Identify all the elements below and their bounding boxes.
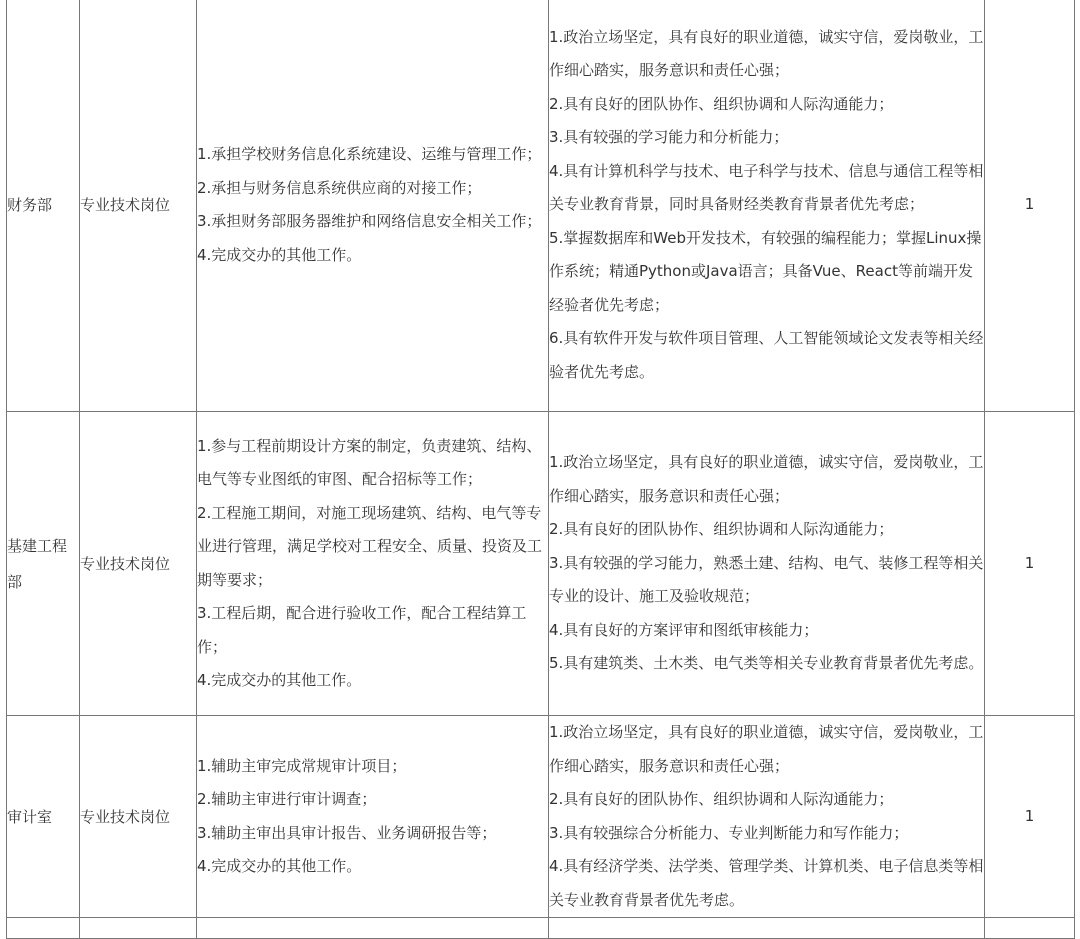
requirement-item: 3.具有较强的学习能力和分析能力； (549, 128, 789, 147)
requirement-item: 3.具有较强的学习能力，熟悉土建、结构、电气、装修工程等相关专业的设计、施工及验收规范； (549, 553, 984, 606)
duty-item: 3.承担财务部服务器维护和网络信息安全相关工作； (197, 212, 542, 230)
duty-item: 3.辅助主审出具审计报告、业务调研报告等； (197, 823, 497, 842)
requirement-item: 2.具有良好的团队协作、组织协调和人际沟通能力； (549, 520, 894, 539)
duty-item: 2.辅助主审进行审计调查； (197, 790, 377, 808)
requirement-item: 1.政治立场坚定，具有良好的职业道德，诚实守信，爱岗敬业，工作细心踏实，服务意识和责任心强； (549, 27, 984, 80)
empty-cell (80, 918, 197, 939)
headcount-cell: 1 (985, 0, 1075, 412)
empty-cell (985, 918, 1075, 939)
empty-cell (549, 918, 985, 939)
requirements-cell (549, 716, 985, 918)
duty-item: 1.参与工程前期设计方案的制定，负责建筑、结构、电气等专业图纸的审图、配合招标等工作； (197, 436, 542, 488)
requirements-cell (549, 412, 985, 716)
department-cell: 审计室 (7, 716, 80, 918)
position-type-cell: 专业技术岗位 (80, 716, 197, 918)
duty-item: 2.承担与财务信息系统供应商的对接工作； (197, 178, 482, 197)
requirements-cell (549, 0, 985, 412)
department-cell: 基建工程部 (7, 412, 80, 716)
requirement-item: 4.具有经济学类、法学类、管理学类、计算机类、电子信息类等相关专业教育背景者优先考虑。 (549, 857, 984, 909)
headcount-cell: 1 (985, 716, 1075, 918)
position-type-cell: 专业技术岗位 (80, 412, 197, 716)
requirement-item: 1.政治立场坚定，具有良好的职业道德，诚实守信，爱岗敬业，工作细心踏实，服务意识和责任心强； (549, 723, 984, 775)
requirement-item: 5.具有建筑类、土木类、电气类等相关专业教育背景者优先考虑。 (549, 654, 984, 673)
empty-cell (7, 918, 80, 939)
requirement-item: 3.具有较强综合分析能力、专业判断能力和写作能力； (549, 823, 909, 842)
duty-item: 1.辅助主审完成常规审计项目； (197, 756, 407, 775)
duties-cell (197, 716, 549, 918)
duty-item: 4.完成交办的其他工作。 (197, 857, 362, 875)
department-cell: 财务部 (7, 0, 80, 412)
duties-cell (197, 412, 549, 716)
table-row (7, 0, 1075, 412)
job-positions-table (6, 0, 1075, 939)
table-row (7, 716, 1075, 918)
empty-cell (197, 918, 549, 939)
table-row (7, 918, 1075, 939)
duty-item: 1.承担学校财务信息化系统建设、运维与管理工作； (197, 145, 542, 163)
position-type-cell: 专业技术岗位 (80, 0, 197, 412)
requirement-item: 1.政治立场坚定，具有良好的职业道德，诚实守信，爱岗敬业，工作细心踏实，服务意识和责任心强； (549, 453, 984, 505)
requirement-item: 6.具有软件开发与软件项目管理、人工智能领域论文发表等相关经验者优先考虑。 (549, 329, 984, 381)
duty-item: 3.工程后期，配合进行验收工作，配合工程结算工作； (197, 604, 527, 656)
duty-item: 2.工程施工期间，对施工现场建筑、结构、电气等专业进行管理，满足学校对工程安全、质量、投资及工期等要求； (197, 503, 543, 589)
duty-item: 4.完成交办的其他工作。 (197, 245, 362, 264)
requirement-item: 2.具有良好的团队协作、组织协调和人际沟通能力； (549, 790, 894, 808)
table-row (7, 412, 1075, 716)
requirement-item: 4.具有良好的方案评审和图纸审核能力； (549, 620, 819, 639)
requirement-item: 5.掌握数据库和Web开发技术，有较强的编程能力；掌握Linux操作系统；精通Python或Java语言；具备Vue、React等前端开发经验者优先考虑； (549, 228, 982, 314)
duties-cell (197, 0, 549, 412)
headcount-cell: 1 (985, 412, 1075, 716)
requirement-item: 2.具有良好的团队协作、组织协调和人际沟通能力； (549, 94, 894, 113)
duty-item: 4.完成交办的其他工作。 (197, 671, 362, 689)
requirement-item: 4.具有计算机科学与技术、电子科学与技术、信息与通信工程等相关专业教育背景，同时具备财经类教育背景者优先考虑； (549, 161, 984, 214)
